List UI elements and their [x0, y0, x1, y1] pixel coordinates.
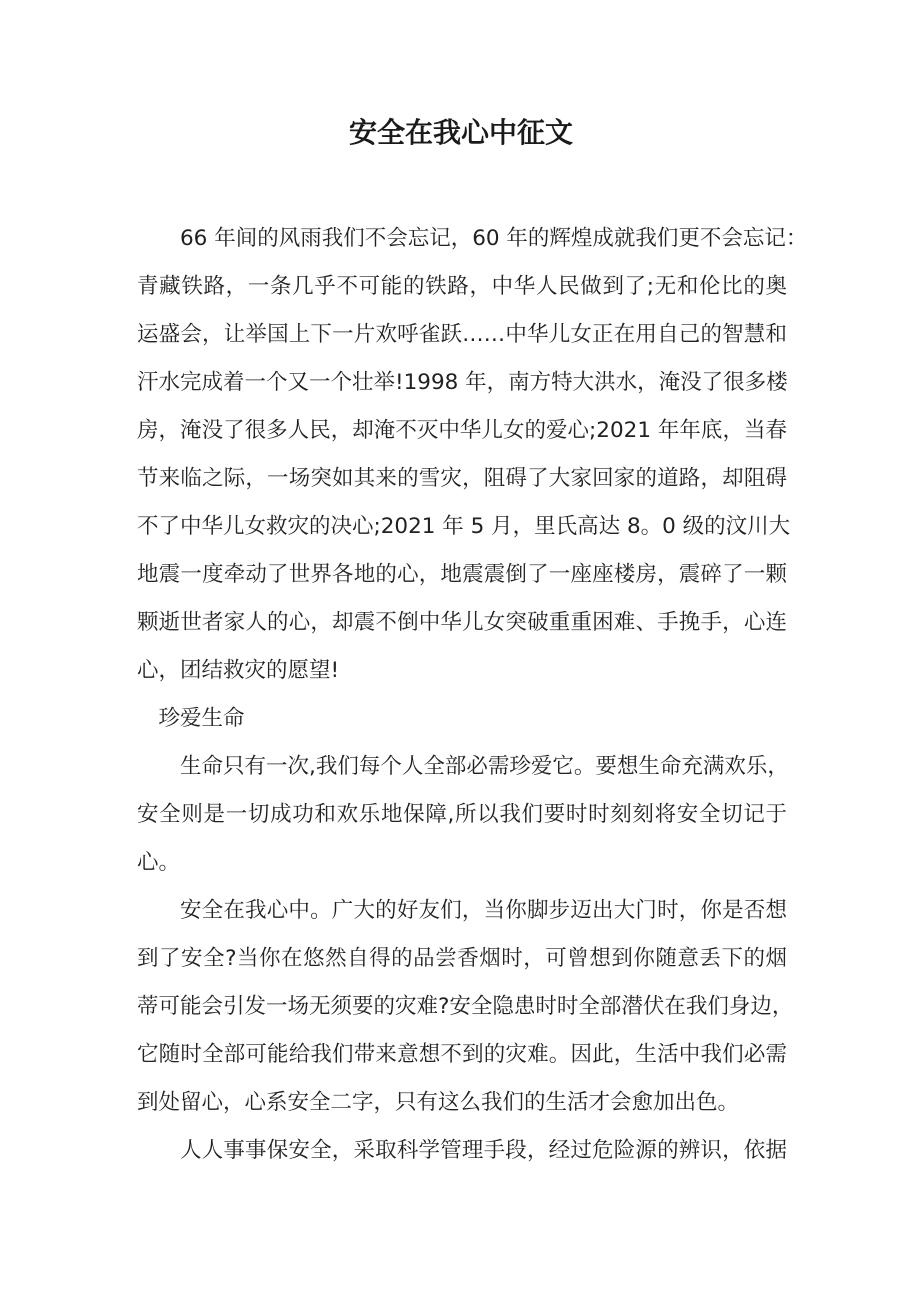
text-line: 心，团结救灾的愿望! — [137, 658, 340, 683]
text-line: 安全则是一切成功和欢乐地保障,所以我们要时时刻刻将安全切记于 — [137, 802, 787, 827]
text-line: 地震一度牵动了世界各地的心，地震震倒了一座座楼房，震碎了一颗 — [137, 562, 787, 587]
text-line: 珍爱生命 — [158, 706, 245, 731]
text-line: 节来临之际，一场突如其来的雪灾，阻碍了大家回家的道路，却阻碍 — [137, 466, 787, 491]
text-line: 到处留心，心系安全二字，只有这么我们的生活才会愈加出色。 — [137, 1090, 740, 1115]
text-line: 不了中华儿女救灾的决心;2021 年 5 月，里氏高达 8。0 级的汶川大 — [137, 514, 791, 539]
document-body — [137, 215, 808, 1175]
text-line: 青藏铁路，一条几乎不可能的铁路，中华人民做到了;无和伦比的奥 — [137, 274, 787, 299]
text-line: 生命只有一次,我们每个人全部必需珍爱它。要想生命充满欢乐， — [180, 754, 789, 779]
text-line: 汗水完成着一个又一个壮举!1998 年，南方特大洪水，淹没了很多楼 — [137, 370, 788, 395]
text-line: 人人事事保安全，采取科学管理手段，经过危险源的辨识，依据 — [180, 1138, 787, 1163]
text-line: 安全在我心中。广大的好友们，当你脚步迈出大门时，你是否想 — [180, 898, 787, 923]
document-title: 安全在我心中征文 — [348, 116, 573, 149]
text-line: 蒂可能会引发一场无须要的灾难?安全隐患时时全部潜伏在我们身边， — [137, 994, 794, 1019]
text-line: 到了安全?当你在悠然自得的品尝香烟时，可曾想到你随意丢下的烟 — [137, 946, 787, 971]
text-line: 颗逝世者家人的心，却震不倒中华儿女突破重重困难、手挽手，心连 — [137, 610, 787, 635]
text-line: 66 年间的风雨我们不会忘记，60 年的辉煌成就我们更不会忘记： — [180, 226, 808, 251]
text-line: 心。 — [137, 850, 181, 875]
text-line: 它随时全部可能给我们带来意想不到的灾难。因此，生活中我们必需 — [137, 1042, 787, 1067]
text-line: 运盛会，让举国上下一片欢呼雀跃……中华儿女正在用自己的智慧和 — [137, 322, 787, 347]
text-line: 房，淹没了很多人民，却淹不灭中华儿女的爱心;2021 年年底，当春 — [137, 418, 787, 443]
